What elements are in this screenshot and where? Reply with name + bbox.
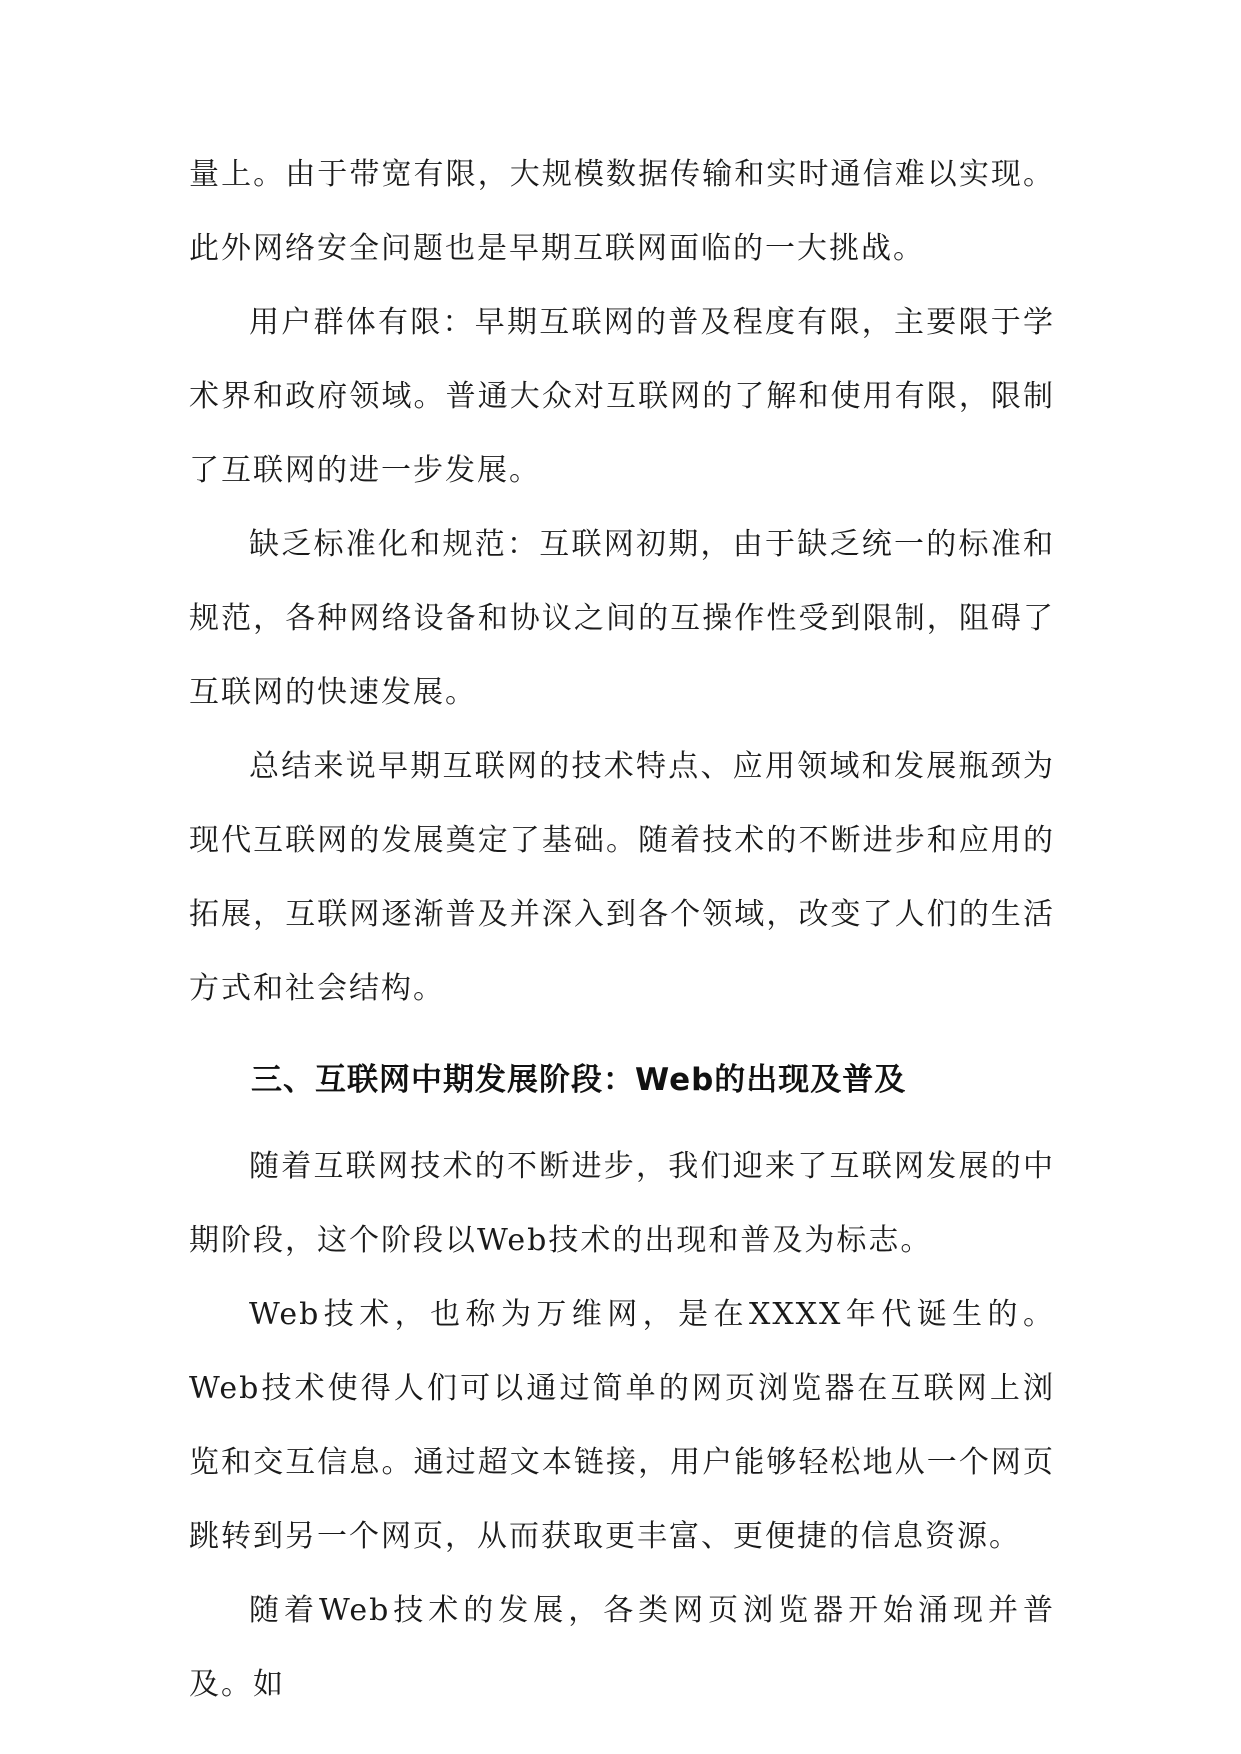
paragraph-limited-users: 用户群体有限：早期互联网的普及程度有限，主要限于学术界和政府领域。普通大众对互联网的了解和使用有限，限制了互联网的进一步发展。	[189, 305, 1055, 488]
document-body	[189, 138, 1055, 1722]
paragraph-summary: 总结来说早期互联网的技术特点、应用领域和发展瓶颈为现代互联网的发展奠定了基础。随着技术的不断进步和应用的拓展，互联网逐渐普及并深入到各个领域，改变了人们的生活方式和社会结构。	[189, 749, 1055, 1006]
paragraph-bandwidth-limits: 量上。由于带宽有限，大规模数据传输和实时通信难以实现。此外网络安全问题也是早期互联网面临的一大挑战。	[189, 157, 1055, 266]
paragraph-lack-of-standards: 缺乏标准化和规范：互联网初期，由于缺乏统一的标准和规范，各种网络设备和协议之间的互操作性受到限制，阻碍了互联网的快速发展。	[189, 527, 1055, 710]
section-heading-web-era: 三、互联网中期发展阶段：Web的出现及普及	[251, 1062, 907, 1098]
paragraph-mid-stage-intro: 随着互联网技术的不断进步，我们迎来了互联网发展的中期阶段，这个阶段以Web技术的出现和普及为标志。	[189, 1149, 1055, 1258]
paragraph-web-technology: Web技术，也称为万维网，是在XXXX年代诞生的。Web技术使得人们可以通过简单的网页浏览器在互联网上浏览和交互信息。通过超文本链接，用户能够轻松地从一个网页跳转到另一个网页，从而获取更丰富、更便捷的信息资源。	[189, 1297, 1055, 1554]
paragraph-browsers: 随着Web技术的发展，各类网页浏览器开始涌现并普及。如	[189, 1593, 1055, 1702]
